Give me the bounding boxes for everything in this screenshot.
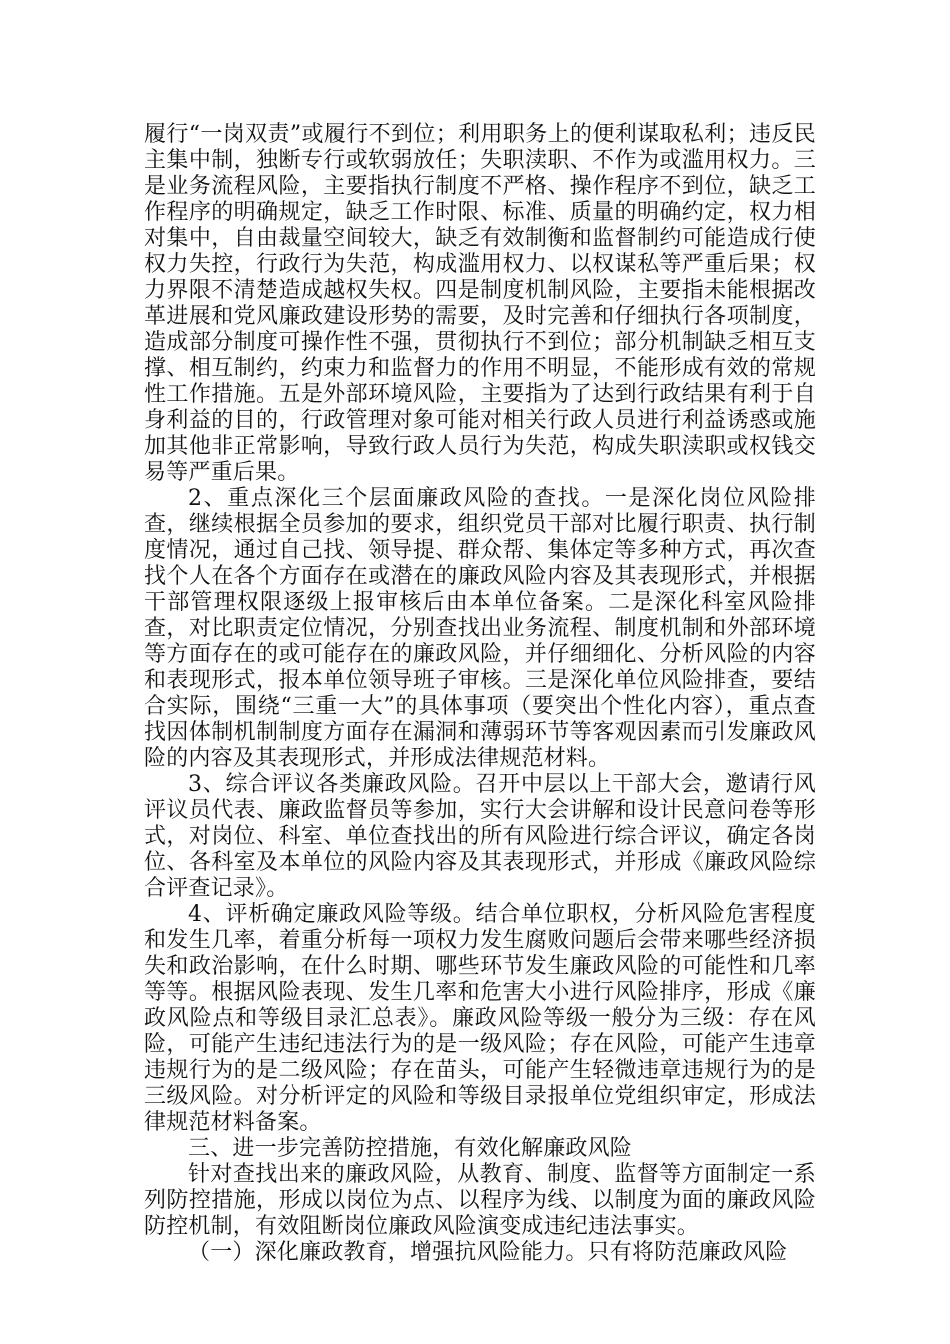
paragraph-risk-grading: 4、评析确定廉政风险等级。结合单位职权，分析风险危害程度和发生几率，着重分析每一项权力发生腐败问题后会带来哪些经济损失和政治影响，在什么时期、哪些环节发生廉政风险的可能性和几率等等。根据风险表现、发生几率和危害大小进行风险排序，形成《廉政风险点和等级目录汇总表》。廉政风险等级一般分为三级：存在风险，可能产生违纪违法行为的是一级风险；存在风险，可能产生违章违规行为的是二级风险；存在苗头，可能产生轻微违章违规行为的是三级风险。对分析评定的风险和等级目录报单位党组织审定，形成法律规范材料备案。 <box>144 902 816 1135</box>
paragraph-three-levels: 2、重点深化三个层面廉政风险的查找。一是深化岗位风险排查，继续根据全员参加的要求，组织党员干部对比履行职责、执行制度情况，通过自己找、领导提、群众帮、集体定等多种方式，再次查找个人在各个方面存在或潜在的廉政风险内容及其表现形式，并根据干部管理权限逐级上报审核后由本单位备案。二是深化科室风险排查，对比职责定位情况，分别查找出业务流程、制度机制和外部环境等方面存在的或可能存在的廉政风险，并仔细细化、分析风险的内容和表现形式，报本单位领导班子审核。三是深化单位风险排查，要结合实际，围绕“三重一大”的具体事项（要突出个性化内容），重点查找因体制机制制度方面存在漏洞和薄弱环节等客观因素而引发廉政风险的内容及其表现形式，并形成法律规范材料。 <box>144 486 816 771</box>
section-heading-prevention: 三、进一步完善防控措施，有效化解廉政风险 <box>188 1136 633 1161</box>
document-body <box>144 122 816 1266</box>
paragraph-prevention-measures: 针对查找出来的廉政风险，从教育、制度、监督等方面制定一系列防控措施，形成以岗位为点、以程序为线、以制度为面的廉政风险防控机制，有效阻断岗位廉政风险演变成违纪违法事实。 <box>144 1162 816 1239</box>
paragraph-comprehensive-review: 3、综合评议各类廉政风险。召开中层以上干部大会，邀请行风评议员代表、廉政监督员等参加，实行大会讲解和设计民意问卷等形式，对岗位、科室、单位查找出的所有风险进行综合评议，确定各岗位、各科室及本单位的风险内容及其表现形式，并形成《廉政风险综合评查记录》。 <box>144 772 816 901</box>
paragraph-education: （一）深化廉政教育，增强抗风险能力。只有将防范廉政风险 <box>188 1240 788 1265</box>
paragraph-risk-types: 履行“一岗双责”或履行不到位；利用职务上的便利谋取私利；违反民主集中制，独断专行或软弱放任；失职渎职、不作为或滥用权力。三是业务流程风险，主要指执行制度不严格、操作程序不到位，缺乏工作程序的明确规定，缺乏工作时限、标准、质量的明确约定，权力相对集中，自由裁量空间较大，缺乏有效制衡和监督制约可能造成行使权力失控，行政行为失范，构成滥用权力、以权谋私等严重后果；权力界限不清楚造成越权失权。四是制度机制风险，主要指未能根据改革进展和党风廉政建设形势的需要，及时完善和仔细执行各项制度，造成部分制度可操作性不强，贯彻执行不到位；部分机制缺乏相互支撑、相互制约，约束力和监督力的作用不明显，不能形成有效的常规性工作措施。五是外部环境风险，主要指为了达到行政结果有利于自身利益的目的，行政管理对象可能对相关行政人员进行利益诱惑或施加其他非正常影响，导致行政人员行为失范，构成失职渎职或权钱交易等严重后果。 <box>144 122 816 485</box>
